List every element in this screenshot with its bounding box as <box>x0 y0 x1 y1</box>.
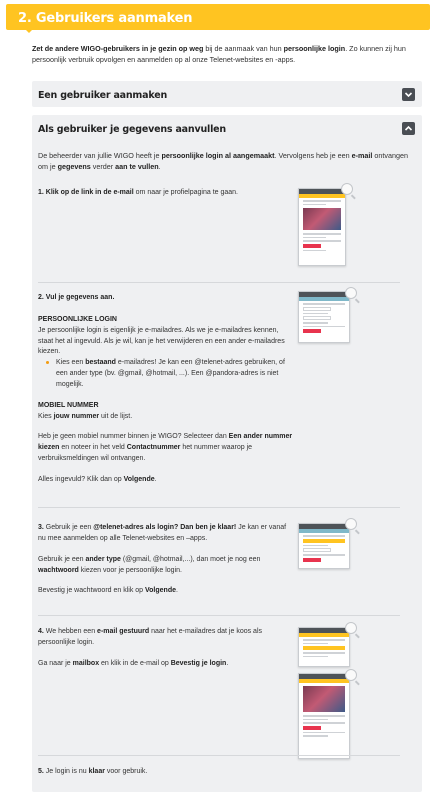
step-3 <box>38 523 400 613</box>
accordion-body <box>38 151 418 173</box>
step-divider <box>38 507 400 508</box>
step-2 <box>38 293 400 503</box>
section-title: 2. Gebruikers aanmaken <box>18 11 193 26</box>
step-3-text: 3. Gebruik je een @telenet-adres als login? Dan ben je klaar! Je kan er vanaf nu mee aanmelden op alle Telenet-websites en –apps. Gebruik je een ander type (@gmail, @hotmail,...), dan moet je nog een wachtwoord kiezen voor je persoonlijke login. Bevestig je wachtwoord en klik op Volgende. <box>38 524 287 595</box>
step-1-screenshot[interactable] <box>298 188 346 266</box>
accordion-header[interactable] <box>32 81 422 107</box>
intro-text: Zet de andere WIGO-gebruikers in je gezin op weg bij de aanmaak van hun persoonlijke login. Zo kunnen zij hun persoonlijk verbruik opvolgen en aanmelden op al onze Telenet-websites en -apps. <box>32 44 406 64</box>
step-4-screenshot-email[interactable] <box>298 673 350 759</box>
chevron-down-icon[interactable] <box>402 88 415 101</box>
step-5 <box>38 767 400 783</box>
accordion-create-user[interactable] <box>32 81 422 107</box>
accordion-intro: De beheerder van jullie WIGO heeft je persoonlijke login al aangemaakt. Vervolgens heb je een e-mail ontvangen om je gegevens verder aan te vullen. <box>38 151 408 171</box>
zoom-icon[interactable] <box>345 622 357 634</box>
step-divider <box>38 615 400 616</box>
accordion-header[interactable] <box>32 115 422 141</box>
step-3-screenshot[interactable] <box>298 523 350 569</box>
step-1 <box>38 188 400 278</box>
header-notch <box>22 26 36 33</box>
step-2-text: 2. Vul je gegevens aan. PERSOONLIJKE LOGIN Je persoonlijke login is eigenlijk je e-mailadres. Als we je e-mailadres kennen, staat het al ingevuld. Als je wil, kan je het verwijderen en een ander e-mailadres kiezen. Kies een bestaand e-mailadres! Je kan een @telenet-adres gebruiken, of een ander type (bv. @gmail, @hotmail, ...). Een @pandora-adres is niet mogelijk. MOBIEL NUMMER Kies jouw nummer uit de lijst. Heb je geen mobiel nummer binnen je WIGO? Selecteer dan Een ander nummer kiezen en noteer in het veld Contactnummer het nummer waarop je verbruiksmeldingen wil ontvangen. Alles ingevuld? Klik dan op Volgende. <box>38 294 293 483</box>
zoom-icon[interactable] <box>345 287 357 299</box>
step-1-text: 1. Klik op de link in de e-mail om naar je profielpagina te gaan. <box>38 189 238 196</box>
accordion-complete-details <box>32 115 422 792</box>
accordion-title: Als gebruiker je gegevens aanvullen <box>38 124 226 135</box>
chevron-up-icon[interactable] <box>402 122 415 135</box>
step-4-text: 4. We hebben een e-mail gestuurd naar het e-mailadres dat je koos als persoonlijke login. Ga naar je mailbox en klik in de e-mail op Bevestig je login. <box>38 628 263 667</box>
list-item: Kies een bestaand e-mailadres! Je kan een @telenet-adres gebruiken, of een ander type (bv. @gmail, @hotmail, ...). Een @pandora-adres is niet mogelijk. <box>38 358 293 391</box>
step-4 <box>38 627 400 767</box>
step-divider <box>38 755 400 756</box>
accordion-title: Een gebruiker aanmaken <box>38 90 168 101</box>
step-5-text: 5. Je login is nu klaar voor gebruik. <box>38 768 148 775</box>
zoom-icon[interactable] <box>345 669 357 681</box>
step-2-screenshot[interactable] <box>298 291 350 343</box>
login-bullet-list <box>38 358 293 391</box>
step-divider <box>38 282 400 283</box>
zoom-icon[interactable] <box>345 518 357 530</box>
step-4-screenshot-inbox[interactable] <box>298 627 350 667</box>
zoom-icon[interactable] <box>341 183 353 195</box>
section-header <box>6 4 430 30</box>
